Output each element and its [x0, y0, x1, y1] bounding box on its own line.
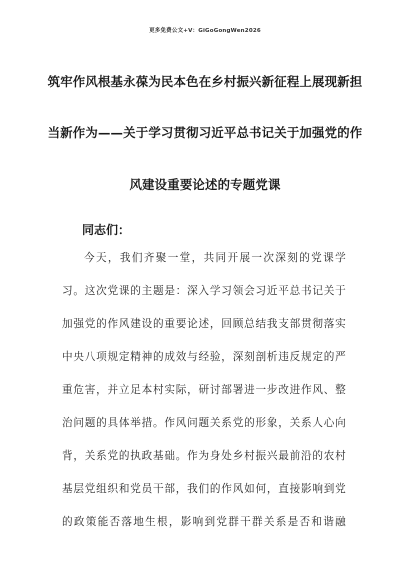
body-line-8: 基层党组织和党员干部，我们的作风如何，直接影响到党: [62, 483, 346, 495]
body-line-7: 背，关系党的执政基础。作为身处乡村振兴最前沿的农村: [62, 450, 346, 462]
body-line-1: 今天，我们齐聚一堂，共同开展一次深刻的党课学: [84, 252, 346, 264]
body-line-2: 习。这次党课的主题是：深入学习领会习近平总书记关于: [62, 285, 346, 297]
body-line-5: 重危害，并立足本村实际，研讨部署进一步改进作风、整: [62, 384, 346, 396]
body-line-9: 的政策能否落地生根，影响到党群干群关系是否和谐融: [62, 516, 346, 528]
body-line-3: 加强党的作风建设的重要论述，回顾总结我支部贯彻落实: [62, 318, 346, 330]
document-title-line-2: 当新作为——关于学习贯彻习近平总书记关于加强党的作: [47, 125, 363, 140]
document-title-line-3: 风建设重要论述的专题党课: [129, 177, 281, 192]
body-line-6: 治问题的具体举措。作风问题关系党的形象，关系人心向: [62, 417, 346, 429]
body-line-4: 中央八项规定精神的成效与经验，深刻剖析违反规定的严: [62, 351, 346, 363]
header-watermark: 更多免费公文+V：GiGoGongWen2026: [149, 28, 261, 34]
document-title-line-1: 筑牢作风根基永葆为民本色在乡村振兴新征程上展现新担: [47, 74, 363, 89]
greeting: 同志们：: [82, 223, 131, 237]
